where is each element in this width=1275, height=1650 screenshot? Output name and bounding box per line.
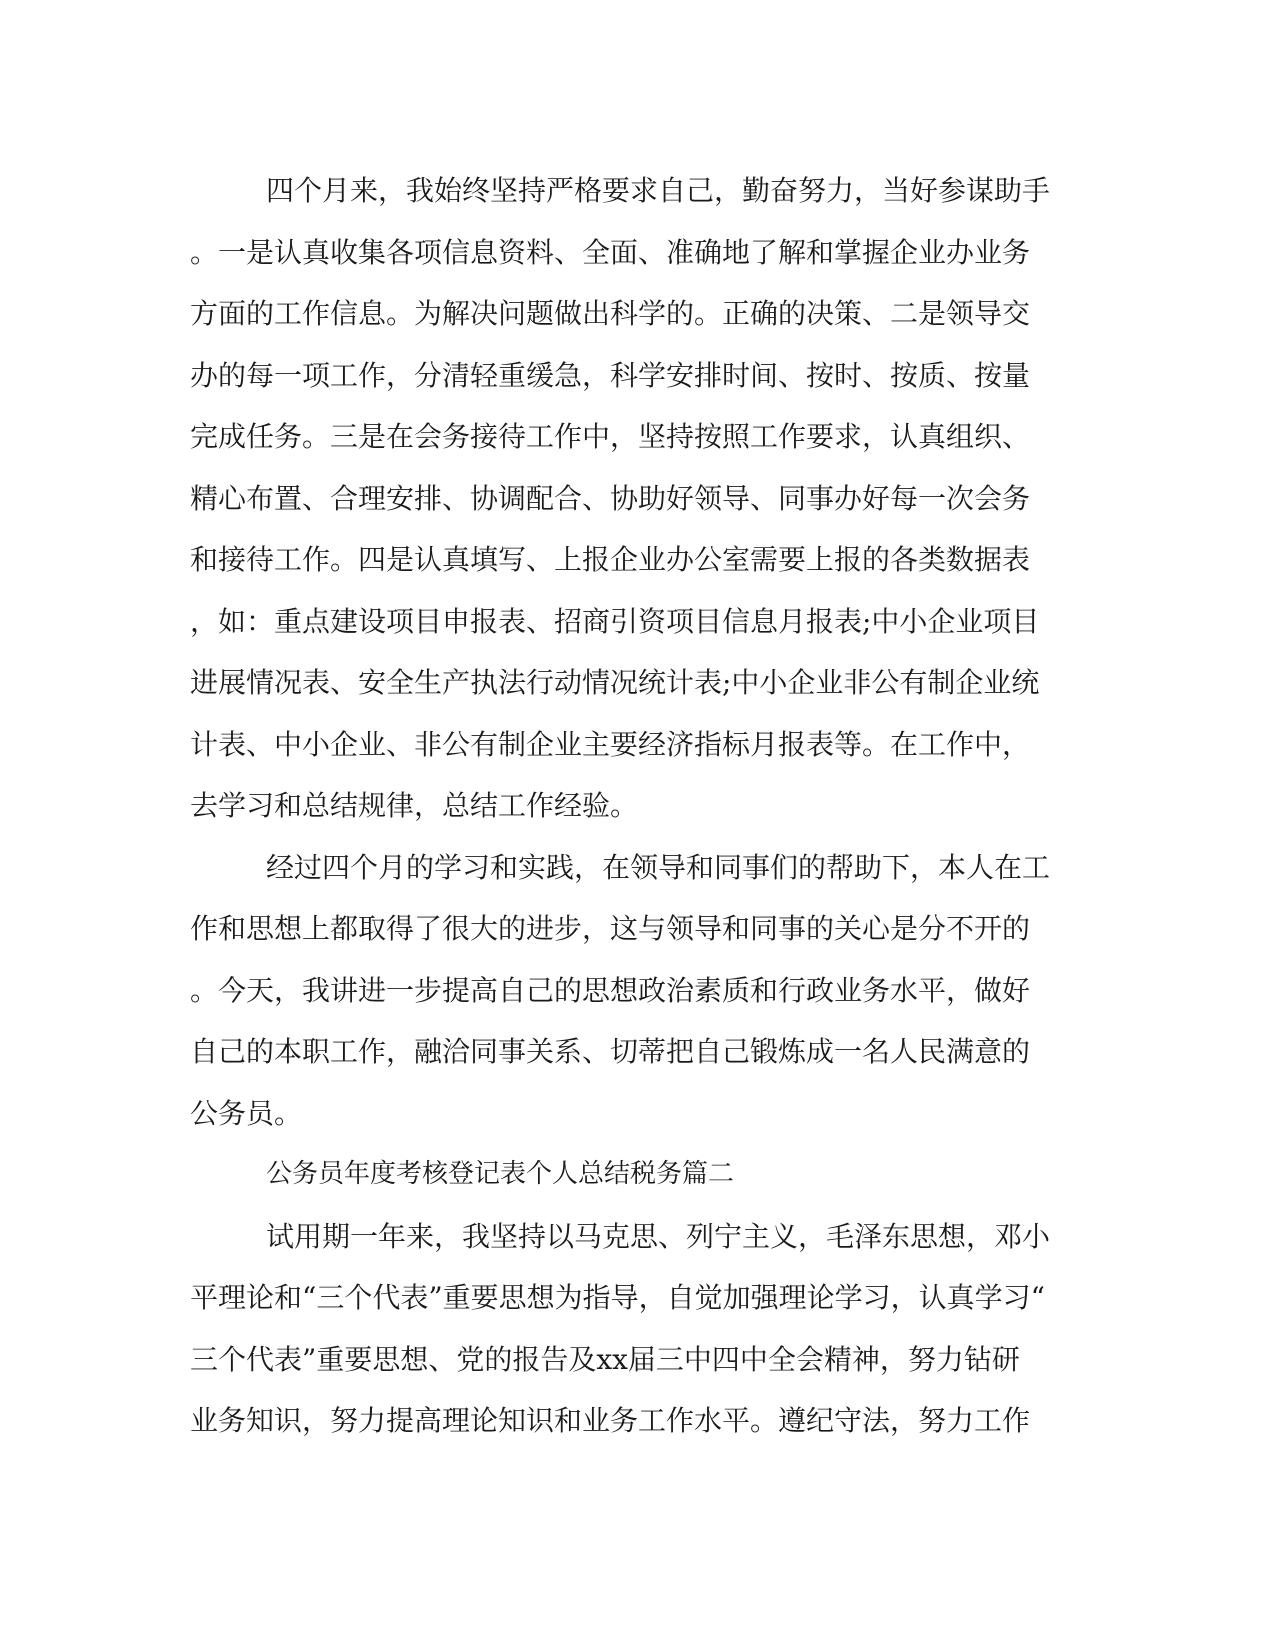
text-line: 四个月来，我始终坚持严格要求自己，勤奋努力，当好参谋助手 — [266, 174, 1051, 207]
text-line: 试用期一年来，我坚持以马克思、列宁主义，毛泽东思想，邓小 — [266, 1219, 1051, 1253]
text-line: 业务知识，努力提高理论知识和业务工作水平。遵纪守法，努力工作 — [190, 1404, 1031, 1437]
text-line: 作和思想上都取得了很大的进步，这与领导和同事的关心是分不开的 — [190, 912, 1031, 945]
text-line: 公务员。 — [190, 1096, 303, 1130]
section-heading — [190, 1144, 1090, 1206]
text-line: 。今天，我讲进一步提高自己的思想政治素质和行政业务水平，做好 — [190, 973, 1031, 1007]
text-line: 进展情况表、安全生产执法行动情况统计表;中小企业非公有制企业统 — [190, 666, 1040, 699]
text-line: 去学习和总结规律，总结工作经验。 — [190, 789, 639, 822]
text-line: 完成任务。三是在会务接待工作中，坚持按照工作要求，认真组织、 — [190, 420, 1031, 453]
text-line: 和接待工作。四是认真填写、上报企业办公室需要上报的各类数据表 — [190, 543, 1031, 576]
text-line: 自己的本职工作，融洽同事关系、切蒂把自己锻炼成一名人民满意的 — [190, 1035, 1031, 1068]
text-line: 计表、中小企业、非公有制企业主要经济指标月报表等。在工作中， — [190, 727, 1031, 761]
text-line: 经过四个月的学习和实践，在领导和同事们的帮助下，本人在工 — [266, 850, 1051, 884]
document-body — [190, 160, 1090, 1452]
heading-text: 公务员年度考核登记表个人总结税务篇二 — [266, 1159, 735, 1189]
text-line: 平理论和“三个代表”重要思想为指导，自觉加强理论学习，认真学习“ — [190, 1281, 1045, 1314]
text-line: 办的每一项工作，分清轻重缓急，科学安排时间、按时、按质、按量 — [190, 358, 1031, 392]
paragraph — [190, 1206, 1090, 1452]
paragraph — [190, 160, 1090, 837]
paragraph — [190, 837, 1090, 1145]
text-line: 精心布置、合理安排、协调配合、协助好领导、同事办好每一次会务 — [190, 481, 1031, 515]
text-line: ，如：重点建设项目申报表、招商引资项目信息月报表;中小企业项目 — [190, 604, 1040, 638]
text-line: 三个代表”重要思想、党的报告及xx届三中四中全会精神，努力钻研 — [190, 1342, 1020, 1376]
text-line: 。一是认真收集各项信息资料、全面、准确地了解和掌握企业办业务 — [190, 235, 1031, 269]
text-line: 方面的工作信息。为解决问题做出科学的。正确的决策、二是领导交 — [190, 297, 1031, 330]
